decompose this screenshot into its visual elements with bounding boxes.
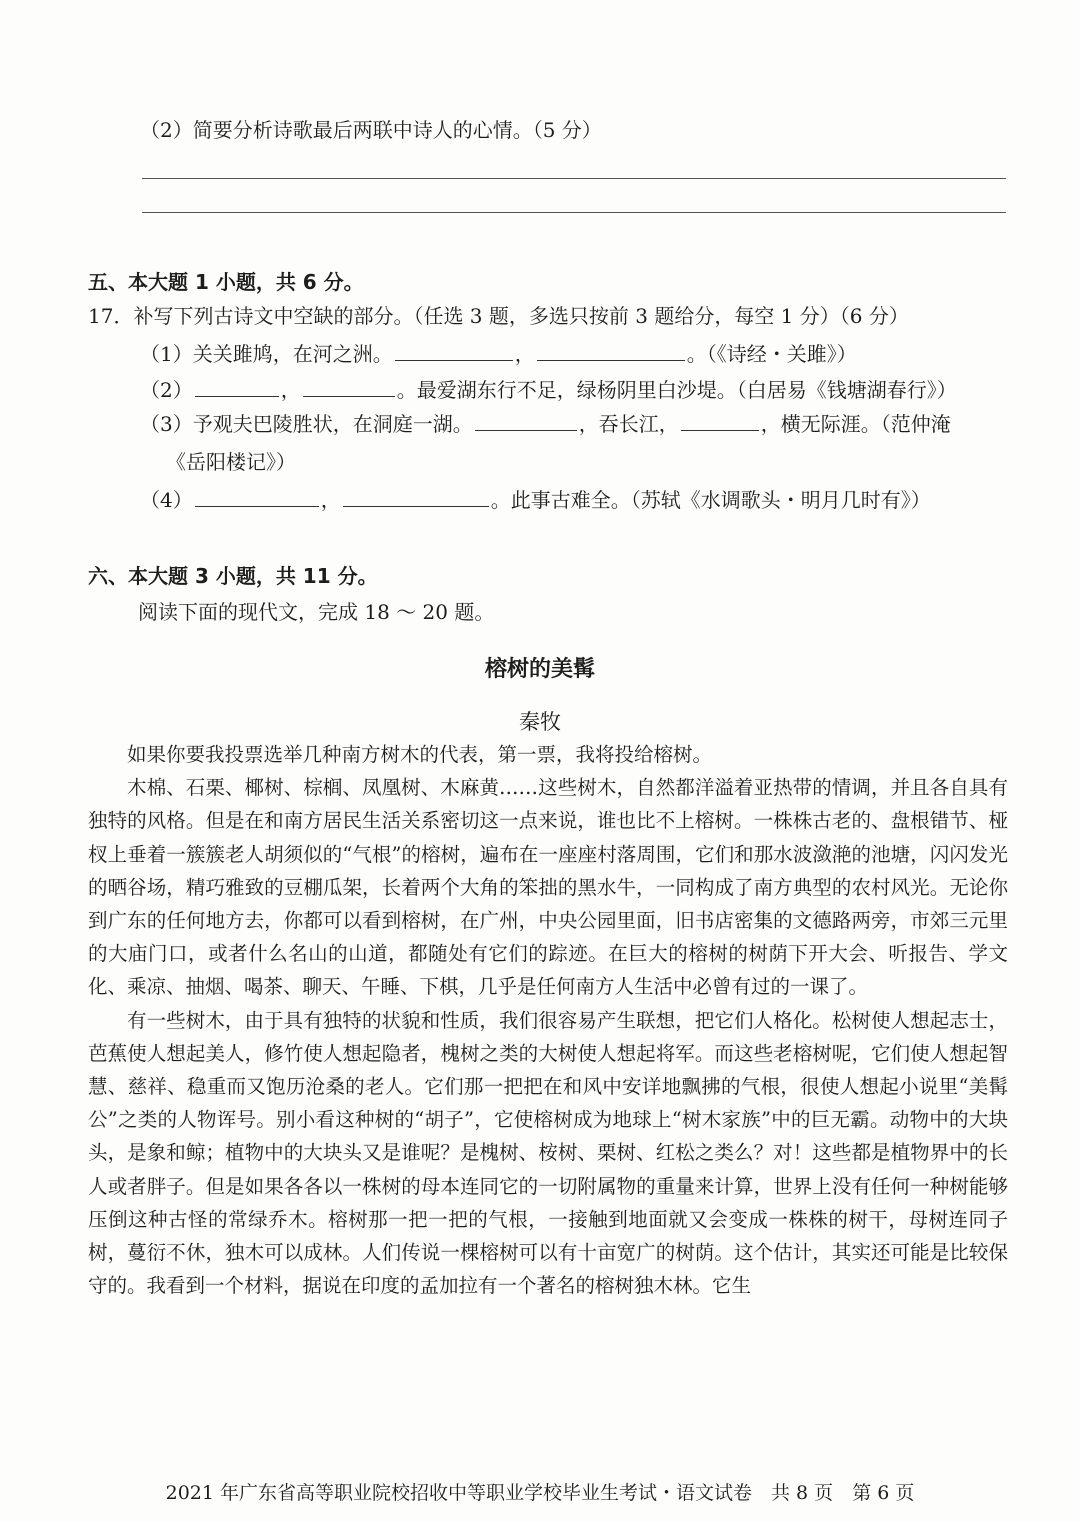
question-17-item-3-continuation: 《岳阳楼记》） <box>166 450 296 474</box>
question-16-part-2: （2）简要分析诗歌最后两联中诗人的心情。（5 分） <box>140 118 602 142</box>
fill-blank[interactable] <box>681 410 759 431</box>
section-5-heading: 五、本大题 1 小题，共 6 分。 <box>88 270 364 294</box>
fill-blank[interactable] <box>195 376 279 397</box>
article-body <box>88 738 1008 1302</box>
fill-blank[interactable] <box>195 486 319 507</box>
item-4-prefix: （4） <box>140 488 193 512</box>
question-17-item-1 <box>140 340 857 368</box>
item-3-middle-2: ，横无际涯。（范仲淹 <box>760 412 951 436</box>
fill-blank[interactable] <box>395 340 513 361</box>
question-17-item-4 <box>140 486 931 514</box>
item-1-separator: ， <box>514 342 535 366</box>
section-6-heading: 六、本大题 3 小题，共 11 分。 <box>88 564 378 588</box>
fill-blank[interactable] <box>475 410 577 431</box>
section-6-instruction: 阅读下面的现代文，完成 18 ～ 20 题。 <box>138 600 495 624</box>
item-4-separator: ， <box>320 488 341 512</box>
item-2-prefix: （2） <box>140 378 193 402</box>
fill-blank[interactable] <box>537 340 685 361</box>
fill-blank[interactable] <box>303 376 395 397</box>
article-paragraph-1: 如果你要我投票选举几种南方树木的代表，第一票，我将投给榕树。 <box>127 743 713 766</box>
answer-line <box>142 178 1006 179</box>
item-3-prefix: （3）予观夫巴陵胜状，在洞庭一湖。 <box>140 412 473 436</box>
article-title: 榕树的美髯 <box>484 657 595 682</box>
answer-line <box>142 212 1006 213</box>
fill-blank[interactable] <box>343 486 489 507</box>
question-17-item-3 <box>140 410 951 438</box>
article-author: 秦牧 <box>519 710 561 734</box>
page-footer: 2021 年广东省高等职业院校招收中等职业学校毕业生考试・语文试卷 共 8 页 第 6 页 <box>165 1482 915 1504</box>
article-paragraph-2: 木棉、石栗、椰树、棕榈、凤凰树、木麻黄……这些树木，自然都洋溢着亚热带的情调，并且各自具有独特的风格。但是在和南方居民生活关系密切这一点来说，谁也比不上榕树。一株株古老的、盘根错节、桠杈上垂着一簇簇老人胡须似的“气根”的榕树，遍布在一座座村落周围，它们和那水波潋滟的池塘，闪闪发光的晒谷场，精巧雅致的豆棚瓜架，长着两个大角的笨拙的黑水牛，一同构成了南方典型的农村风光。无论你到广东的任何地方去，你都可以看到榕树，在广州，中央公园里面，旧书店密集的文德路两旁，市郊三元里的大庙门口，或者什么名山的山道，都随处有它们的踪迹。在巨大的榕树的树荫下开大会、听报告、学文化、乘凉、抽烟、喝茶、聊天、午睡、下棋，几乎是任何南方人生活中必曾有过的一课了。 <box>88 776 1008 999</box>
question-17-intro: 17．补写下列古诗文中空缺的部分。（任选 3 题，多选只按前 3 题给分，每空 1 分）（6 分） <box>88 304 909 328</box>
item-2-separator: ， <box>280 378 301 402</box>
article-paragraph-3: 有一些树木，由于具有独特的状貌和性质，我们很容易产生联想，把它们人格化。松树使人想起志士，芭蕉使人想起美人，修竹使人想起隐者，槐树之类的大树使人想起将军。而这些老榕树呢，它们使人想起智慧、慈祥、稳重而又饱历沧桑的老人。它们那一把把在和风中安详地飘拂的气根，很使人想起小说里“美髯公”之类的人物诨号。别小看这种树的“胡子”，它使榕树成为地球上“树木家族”中的巨无霸。动物中的大块头，是象和鲸；植物中的大块头又是谁呢？是槐树、桉树、栗树、红松之类么？对！这些都是植物界中的长人或者胖子。但是如果各各以一株树的母本连同它的一切附属物的重量来计算，世界上没有任何一种树能够压倒这种古怪的常绿乔木。榕树那一把一把的气根，一接触到地面就又会变成一株株的树干，母树连同子树，蔓衍不休，独木可以成林。人们传说一棵榕树可以有十亩宽广的树荫。这个估计，其实还可能是比较保守的。我看到一个材料，据说在印度的孟加拉有一个著名的榕树独木林。它生 <box>88 1008 1008 1298</box>
item-1-prefix: （1）关关雎鸠，在河之洲。 <box>140 342 393 366</box>
item-1-suffix: 。（《诗经・关雎》） <box>686 342 857 366</box>
item-3-middle-1: ，吞长江， <box>578 412 679 436</box>
item-2-suffix: 。最爱湖东行不足，绿杨阴里白沙堤。（白居易《钱塘湖春行》） <box>396 378 957 402</box>
item-4-suffix: 。此事古难全。（苏轼《水调歌头・明月几时有》） <box>490 488 931 512</box>
question-17-item-2 <box>140 376 957 404</box>
